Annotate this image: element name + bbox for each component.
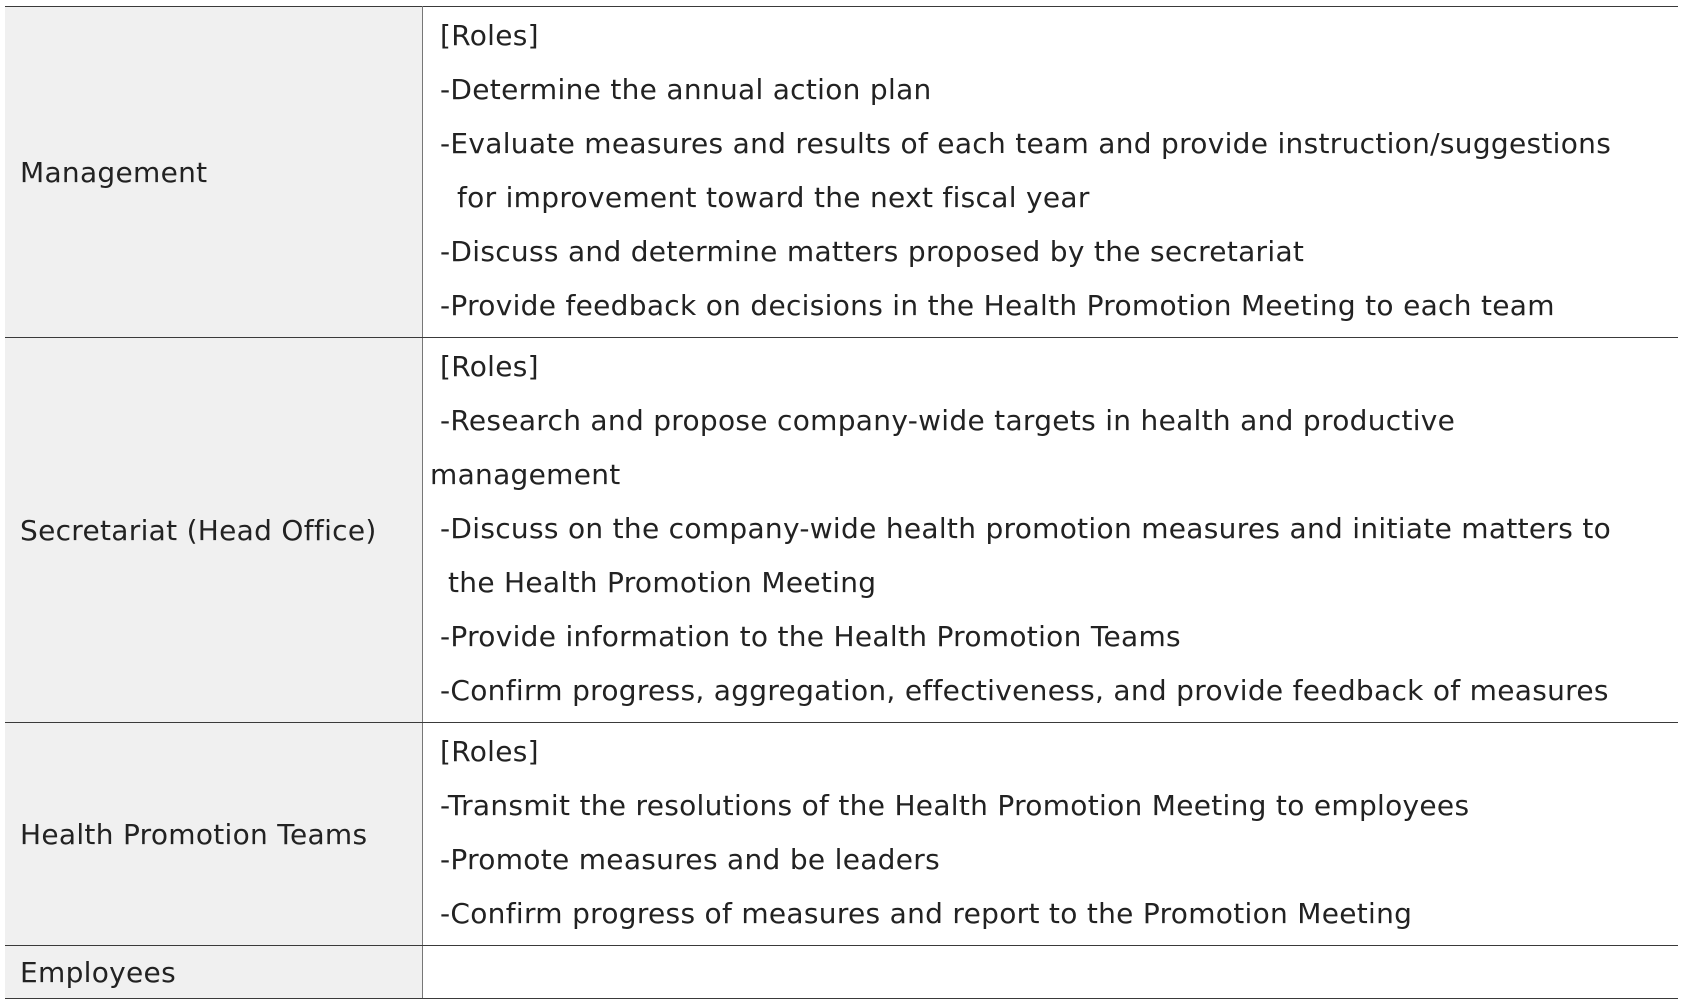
role-item: -Provide information to the Health Promotion Teams [440,620,1181,653]
role-item: -Promote measures and be leaders [440,843,940,876]
role-item: -Determine the annual action plan [440,73,932,106]
row-label-cell [5,946,423,999]
roles-heading: [Roles] [440,735,539,768]
row-label: Secretariat (Head Office) [20,513,377,547]
row-label-cell [5,338,423,723]
role-item: -Evaluate measures and results of each team and provide instruction/suggestions [440,127,1612,160]
table-row-health-promotion-teams [5,723,1678,946]
role-item: -Provide feedback on decisions in the Health Promotion Meeting to each team [440,289,1555,322]
roles-heading: [Roles] [440,19,539,52]
row-description-cell [423,338,1679,723]
row-label: Employees [20,955,176,989]
row-label: Health Promotion Teams [20,817,368,851]
role-item: -Confirm progress of measures and report to the Promotion Meeting [440,897,1413,930]
role-item-continuation: for improvement toward the next fiscal year [457,181,1090,214]
row-label: Management [20,155,208,189]
role-item: -Research and propose company-wide targets in health and productive [440,404,1456,437]
role-item: -Transmit the resolutions of the Health Promotion Meeting to employees [440,789,1470,822]
role-item: -Discuss and determine matters proposed by the secretariat [440,235,1305,268]
roles-heading: [Roles] [440,350,539,383]
row-description-cell [423,723,1679,946]
row-description-cell [423,7,1679,338]
row-description-cell [423,946,1679,999]
roles-table [5,6,1678,999]
table-row-employees [5,946,1678,999]
table-row-secretariat [5,338,1678,723]
role-item-continuation: the Health Promotion Meeting [448,566,877,599]
row-label-cell [5,7,423,338]
role-item: -Confirm progress, aggregation, effectiveness, and provide feedback of measures [440,674,1609,707]
row-label-cell [5,723,423,946]
table-row-management [5,7,1678,338]
role-item-continuation: management [430,458,621,491]
role-item: -Discuss on the company-wide health promotion measures and initiate matters to [440,512,1612,545]
